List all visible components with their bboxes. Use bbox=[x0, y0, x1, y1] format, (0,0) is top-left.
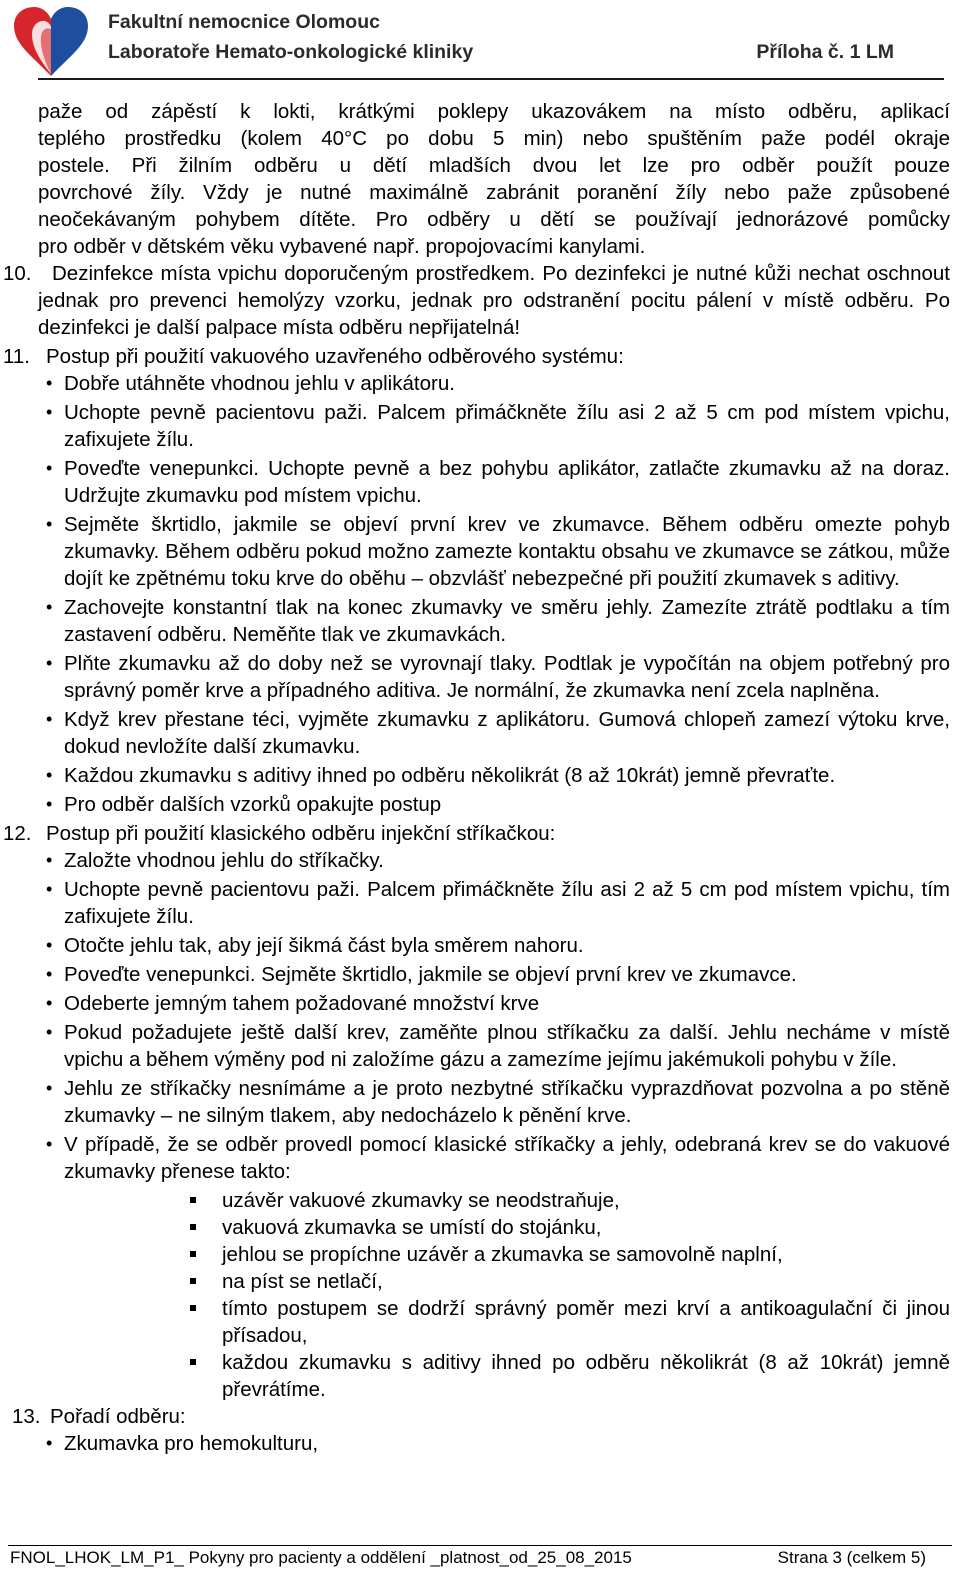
document-id: FNOL_LHOK_LM_P1_ Pokyny pro pacienty a oddělení _platnost_od_25_08_2015 bbox=[10, 1548, 632, 1567]
footer-divider bbox=[8, 1545, 952, 1546]
sub-list-item: uzávěr vakuové zkumavky se neodstraňuje, bbox=[0, 1187, 960, 1214]
sub-list-item: každou zkumavku s aditivy ihned po odběru několikrát (8 až 10krát) jemně převrátíme. bbox=[0, 1349, 960, 1403]
item-12-heading bbox=[0, 820, 960, 847]
item-text: Dezinfekce místa vpichu doporučeným prostředkem. Po dezinfekci je nutné kůži nechat oschnout jednak pro prevenci hemolýzy vzorku, jednak pro odstranění pocitu pálení v místě odběru. Po dezinfekci je další palpace místa odběru nepřijatelná! bbox=[38, 262, 950, 339]
list-item: • Uchopte pevně pacientovu paži. Palcem přimáčkněte žílu asi 2 až 5 cm pod místem vpichu, tím zafixujete žílu. bbox=[0, 876, 960, 930]
sub-list-item: na píst se netlačí, bbox=[0, 1268, 960, 1295]
heart-logo-icon bbox=[10, 4, 92, 80]
list-item: • Založte vhodnou jehlu do stříkačky. bbox=[0, 847, 960, 874]
item-number: 12. bbox=[3, 822, 32, 845]
list-item: • V případě, že se odběr provedl pomocí klasické stříkačky a jehly, odebraná krev se do vakuové zkumavky přenese takto: bbox=[0, 1131, 960, 1185]
item-13-heading bbox=[0, 1403, 960, 1430]
intro-line: neočekávaným pohybem dítěte. Pro odběry u dětí se používají jednorázové pomůcky bbox=[38, 208, 950, 231]
list-item: • Plňte zkumavku až do doby než se vyrovnají tlaky. Podtlak je vypočítán na objem potřebný pro správný poměr krve a případného aditiva. Je normální, že zkumavka není zcela naplněna. bbox=[0, 650, 960, 704]
intro-line: postele. Při žilním odběru u dětí mladších dvou let lze pro odběr použít pouze bbox=[38, 154, 950, 177]
list-item: • Zachovejte konstantní tlak na konec zkumavky ve směru jehly. Zamezíte ztrátě podtlaku a tím zastavení odběru. Neměňte tlak ve zkumavkách. bbox=[0, 594, 960, 648]
item-12-subbullets bbox=[0, 1187, 960, 1403]
item-10 bbox=[0, 260, 960, 341]
organization-name: Fakultní nemocnice Olomouc bbox=[108, 11, 380, 33]
list-item: • Zkumavka pro hemokulturu, bbox=[0, 1430, 960, 1457]
intro-paragraph bbox=[0, 98, 960, 260]
list-item: • Jehlu ze stříkačky nesnímáme a je proto nezbytné stříkačku vyprazdňovat pozvolna a po stěně zkumavky – ne silným tlakem, aby nedocházelo k pěnění krve. bbox=[0, 1075, 960, 1129]
list-item: • Uchopte pevně pacientovu paži. Palcem přimáčkněte žílu asi 2 až 5 cm pod místem vpichu, zafixujete žílu. bbox=[0, 399, 960, 453]
list-item: • Pro odběr dalších vzorků opakujte postup bbox=[0, 791, 960, 818]
page-footer bbox=[0, 1545, 960, 1575]
sub-list-item: jehlou se propíchne uzávěr a zkumavka se samovolně naplní, bbox=[0, 1241, 960, 1268]
item-number: 10. bbox=[3, 262, 32, 285]
intro-line: povrchové žíly. Vždy je nutné maximálně zabránit poranění žíly nebo paže způsobené bbox=[38, 181, 950, 204]
item-title: Postup při použití vakuového uzavřeného odběrového systému: bbox=[46, 345, 624, 368]
list-item: • Odeberte jemným tahem požadované množství krve bbox=[0, 990, 960, 1017]
item-11-heading bbox=[0, 343, 960, 370]
item-number: 11. bbox=[3, 345, 30, 368]
list-item: • Když krev přestane téci, vyjměte zkumavku z aplikátoru. Gumová chlopeň zamezí výtoku krve, dokud nevložíte další zkumavku. bbox=[0, 706, 960, 760]
list-item: • Poveďte venepunkci. Uchopte pevně a bez pohybu aplikátor, zatlačte zkumavku až na doraz. Udržujte zkumavku pod místem vpichu. bbox=[0, 455, 960, 509]
list-item: • Otočte jehlu tak, aby její šikmá část byla směrem nahoru. bbox=[0, 932, 960, 959]
item-12-bullets bbox=[0, 847, 960, 1185]
intro-line: teplého prostředku (kolem 40°C po dobu 5 min) nebo spuštěním paže podél okraje bbox=[38, 127, 950, 150]
item-11-bullets bbox=[0, 370, 960, 818]
item-title: Postup při použití klasického odběru injekční stříkačkou: bbox=[46, 822, 556, 845]
list-item: • Poveďte venepunkci. Sejměte škrtidlo, jakmile se objeví první krev ve zkumavce. bbox=[0, 961, 960, 988]
list-item: • Pokud požadujete ještě další krev, zaměňte plnou stříkačku za další. Jehlu necháme v místě vpichu a během výměny pod ni založíme gázu a zamezíme jejímu jakémukoli pohybu v žíle. bbox=[0, 1019, 960, 1073]
laboratory-name: Laboratoře Hemato-onkologické kliniky bbox=[108, 41, 474, 63]
intro-line: pro odběr v dětském věku vybavené např. propojovacími kanylami. bbox=[38, 235, 646, 258]
sub-list-item: vakuová zkumavka se umístí do stojánku, bbox=[0, 1214, 960, 1241]
list-item: • Dobře utáhněte vhodnou jehlu v aplikátoru. bbox=[0, 370, 960, 397]
item-title: Pořadí odběru: bbox=[50, 1405, 186, 1428]
intro-line: paže od zápěstí k lokti, krátkými poklepy ukazovákem na místo odběru, aplikací bbox=[38, 100, 950, 123]
list-item: • Každou zkumavku s aditivy ihned po odběru několikrát (8 až 10krát) jemně převraťte. bbox=[0, 762, 960, 789]
header-divider bbox=[38, 78, 944, 80]
page-number: Strana 3 (celkem 5) bbox=[777, 1548, 926, 1567]
sub-list-item: tímto postupem se dodrží správný poměr mezi krví a antikoagulační či jinou přísadou, bbox=[0, 1295, 960, 1349]
item-number: 13. bbox=[12, 1405, 41, 1428]
page-header bbox=[0, 0, 960, 82]
item-13-bullets bbox=[0, 1430, 960, 1457]
appendix-label: Příloha č. 1 LM bbox=[756, 41, 894, 63]
list-item: • Sejměte škrtidlo, jakmile se objeví první krev ve zkumavce. Během odběru omezte pohyb zkumavky. Během odběru pokud možno zamezte kontaktu obsahu ve zkumavce se zátkou, může dojít ke zpětnému toku krve do oběhu – obzvlášť nebezpečné při použití zkumavek s aditivy. bbox=[0, 511, 960, 592]
document-body bbox=[0, 98, 960, 1459]
